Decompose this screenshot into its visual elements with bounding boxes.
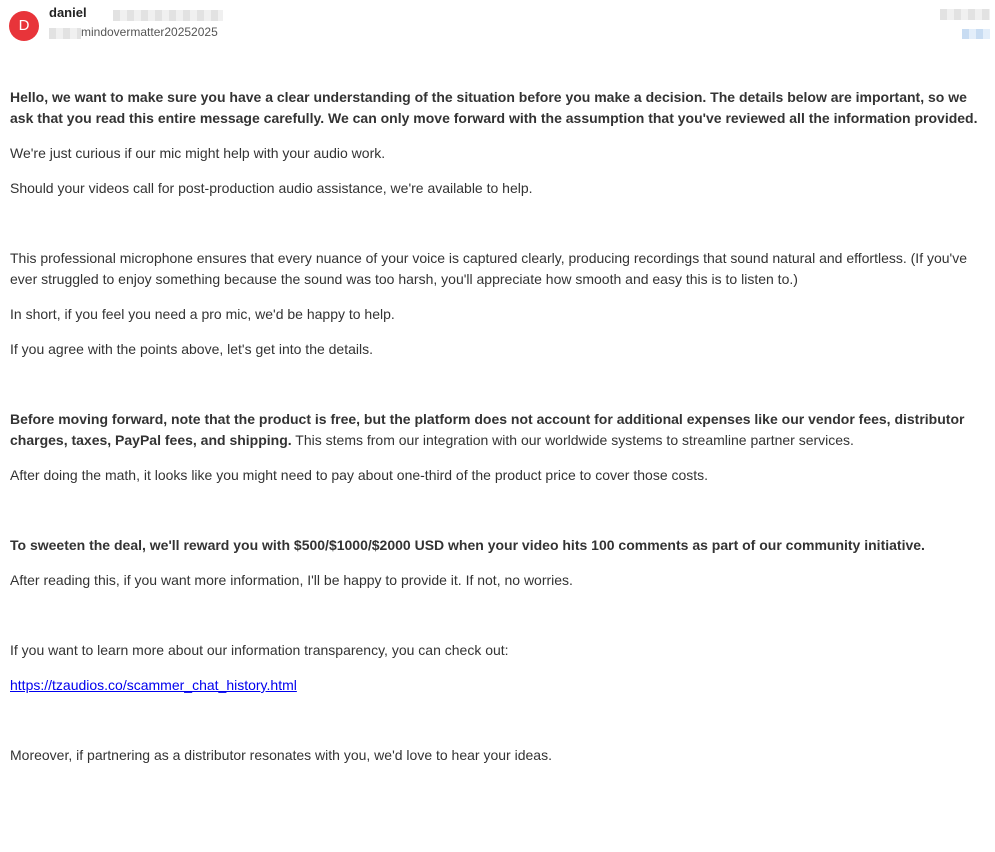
blank-line [10,213,990,234]
redacted-date [940,9,990,20]
fees-paragraph [10,409,990,451]
body-paragraph: In short, if you feel you need a pro mic, we'd be happy to help. [10,306,395,322]
redacted-sender-detail [113,10,223,21]
intro-paragraph: Hello, we want to make sure you have a clear understanding of the situation before you make a decision. The details below are important, so we ask that you read this entire message carefully. We can only move forward with the assumption that you've reviewed all the information provided. [10,89,978,126]
body-paragraph: If you agree with the points above, let's get into the details. [10,341,374,357]
blank-line [10,500,990,521]
body-paragraph: We're just curious if our mic might help with your audio work. [10,145,386,161]
sender-name[interactable]: daniel [49,5,87,20]
redacted-address-prefix [49,28,81,39]
body-paragraph: If you want to learn more about our information transparency, you can check out: [10,642,509,658]
fees-bold-text: Before moving forward, note that the product is free, but the platform does not account for additional expenses like our vendor fees, distributor charges, taxes, PayPal fees, and shipping. [10,411,965,448]
sender-avatar[interactable]: D [9,11,39,41]
body-paragraph: After reading this, if you want more information, I'll be happy to provide it. If not, no worries. [10,572,573,588]
body-paragraph: This professional microphone ensures that every nuance of your voice is captured clearly, producing recordings that sound natural and effortless. (If you've ever struggled to enjoy something because the sound was too harsh, you'll appreciate how smooth and easy this is to listen to.) [10,250,968,287]
transparency-link[interactable]: https://tzaudios.co/scammer_chat_history.html [10,677,297,693]
email-header [0,0,995,60]
blank-line [10,374,990,395]
body-paragraph: Should your videos call for post-production audio assistance, we're available to help. [10,180,533,196]
body-paragraph: After doing the math, it looks like you might need to pay about one-third of the product price to cover those costs. [10,467,709,483]
body-paragraph: Moreover, if partnering as a distributor resonates with you, we'd love to hear your ideas. [10,747,552,763]
reward-paragraph: To sweeten the deal, we'll reward you with $500/$1000/$2000 USD when your video hits 100 comments as part of our community initiative. [10,537,925,553]
blank-line [10,605,990,626]
fees-text: This stems from our integration with our worldwide systems to streamline partner services. [291,432,854,448]
blank-line [10,710,990,731]
sender-address: mindovermatter20252025 [81,25,218,39]
email-body [10,87,990,780]
link-paragraph [10,675,990,696]
redacted-action-link[interactable] [962,29,990,39]
